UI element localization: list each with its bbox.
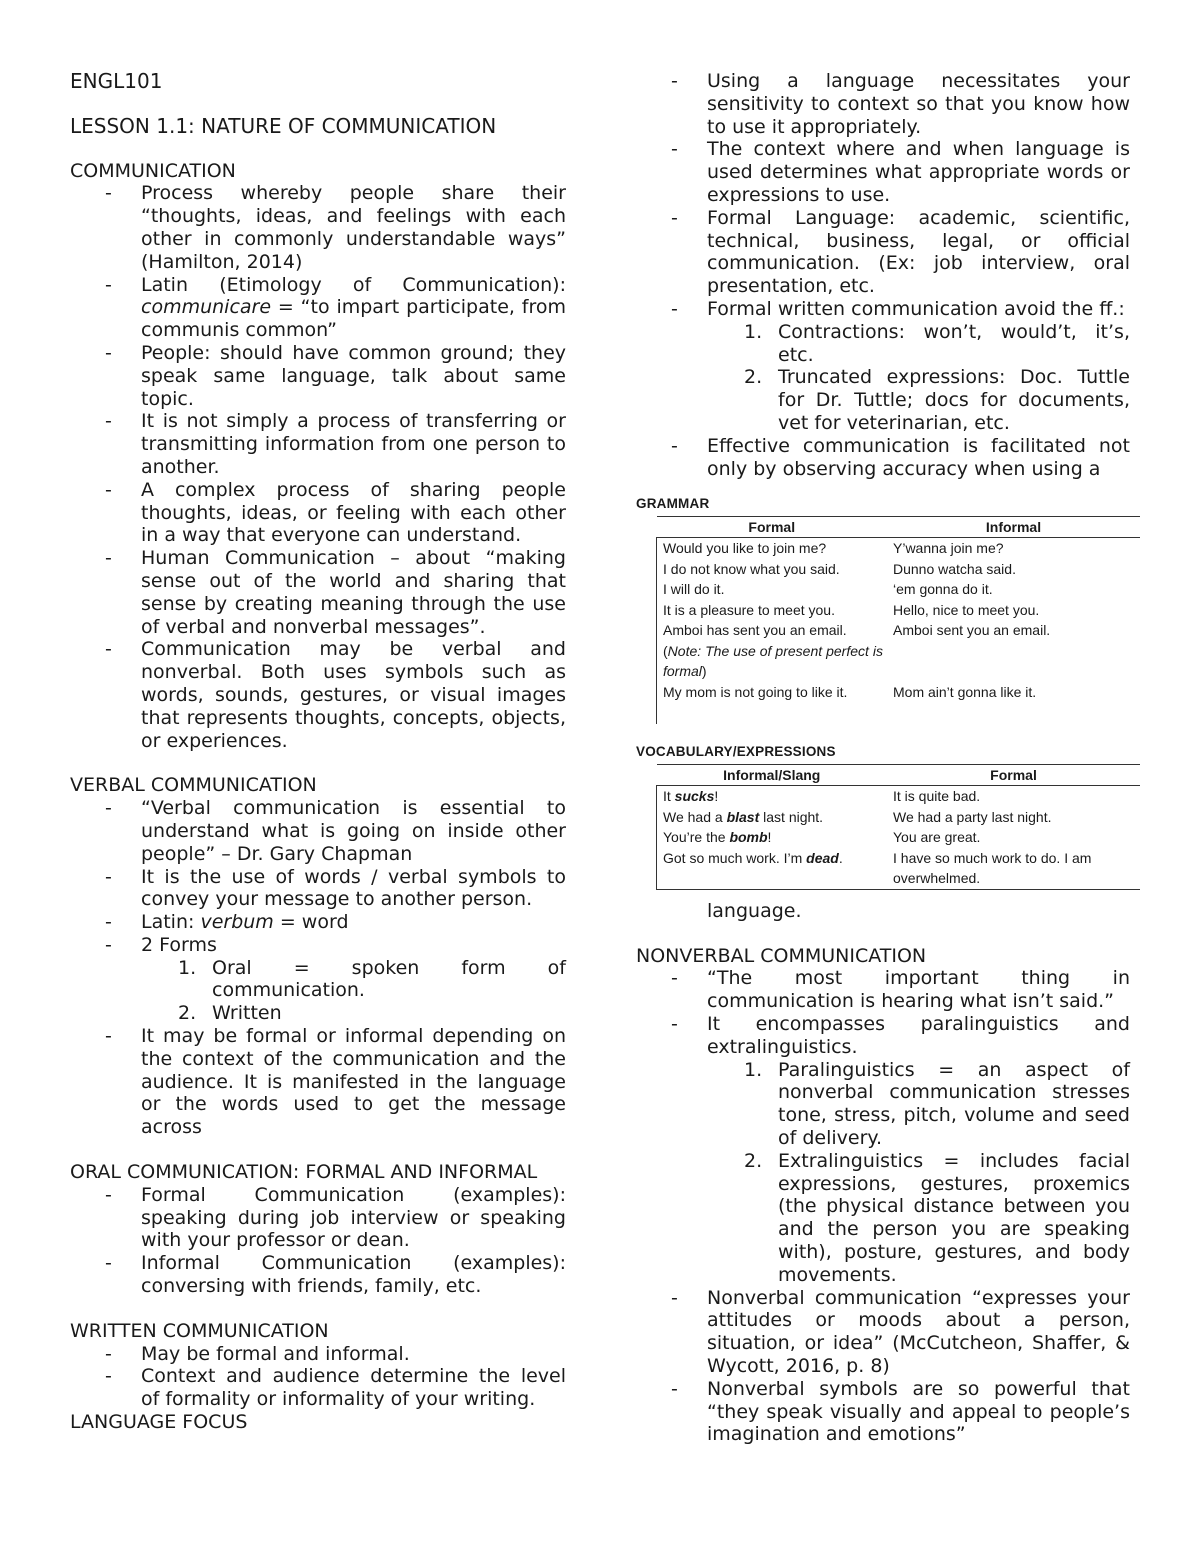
text-post: ! (714, 788, 719, 805)
table-cell (657, 702, 888, 724)
column-header: Formal (657, 516, 888, 538)
text-pre: You’re the (663, 829, 730, 846)
table-row (657, 682, 1141, 703)
table-row (657, 641, 1141, 682)
item-text: Written (212, 1002, 282, 1025)
table-row (657, 827, 1141, 848)
list-item: - “Verbal communication is essential to understand what is going on inside other people” – Dr. Gary Chapman (70, 797, 566, 865)
section-heading-nonverbal: NONVERBAL COMMUNICATION (636, 944, 927, 967)
spacer (70, 93, 566, 115)
forms-label: 2 Forms (141, 933, 217, 956)
table-cell (657, 641, 888, 682)
table-cell (657, 786, 888, 807)
vocab-table-block (636, 742, 1130, 890)
item-text: Formal written communication avoid the ff.: (707, 297, 1125, 320)
communication-list (70, 182, 566, 752)
numbered-item (707, 1150, 1130, 1287)
list-item: - Informal Communication (examples): conversing with friends, family, etc. (70, 1252, 566, 1298)
latin-suffix: = “to impart participate, from communis common” (141, 296, 566, 342)
table-cell: Amboi sent you an email. (893, 622, 1051, 639)
item-text: Paralinguistics = an aspect of nonverbal communication stresses tone, stress, pitch, volume and seed of delivery. (778, 1058, 1130, 1150)
slang-word: blast (726, 808, 760, 825)
column-header: Informal (887, 516, 1140, 538)
list-item: - It is the use of words / verbal symbols to convey your message to another person. (70, 866, 566, 912)
item-number: 1. (744, 320, 763, 343)
spacer (70, 752, 566, 774)
table-cell (887, 702, 1140, 724)
written-list (70, 1343, 566, 1411)
list-item: - Process whereby people share their “thoughts, ideas, and feelings with each other in commonly understandable ways” (Hamilton, 2014) (70, 182, 566, 273)
list-item: - Context and audience determine the level of formality or informality of your writing. (70, 1365, 566, 1411)
item-number: 2. (178, 1002, 197, 1025)
table-cell: Y’wanna join me? (893, 540, 1004, 557)
language-focus-list (636, 70, 1130, 480)
slang-word: sucks (674, 788, 715, 805)
table-row (657, 848, 1141, 890)
table-cell: Hello, nice to meet you. (893, 601, 1040, 618)
list-item: - Nonverbal communication “expresses your attitudes or moods about a person, situation, or idea” (McCutcheon, Shaffer, & Wycott, 2016, p. 8) (636, 1287, 1130, 1378)
table-row (657, 786, 1141, 807)
numbered-item (707, 1059, 1130, 1150)
text-post: last night. (759, 808, 824, 825)
numbered-item (707, 321, 1130, 367)
table-header-row (657, 764, 1141, 786)
table-header-row (657, 516, 1141, 538)
section-heading-verbal: VERBAL COMMUNICATION (70, 774, 317, 797)
numbered-item (707, 366, 1130, 434)
list-item: - Formal Language: academic, scientific, technical, business, legal, or official communication. (Ex: job interview, oral presentation, etc. (636, 207, 1130, 298)
grammar-table (656, 516, 1140, 725)
left-column (70, 70, 566, 1434)
item-number: 1. (178, 956, 197, 979)
verbal-list (70, 797, 566, 1139)
right-column (636, 70, 1130, 1446)
list-item: - Effective communication is facilitated not only by observing accuracy when using a (636, 435, 1130, 481)
item-number: 2. (744, 366, 763, 389)
table-cell: Would you like to join me? (657, 538, 888, 559)
slang-word: bomb (729, 829, 768, 846)
list-item: - It is not simply a process of transferring or transmitting information from one person to another. (70, 410, 566, 478)
vocab-table (656, 764, 1140, 890)
table-cell (887, 641, 1140, 682)
list-item: - Communication may be verbal and nonverbal. Both uses symbols such as words, sounds, gestures, or visual images that represents thoughts, concepts, objects, or experiences. (70, 638, 566, 752)
table-cell: We had a party last night. (893, 808, 1052, 825)
language-continuation: language. (707, 899, 802, 922)
grammar-table-block (636, 494, 1130, 724)
table-cell: It is quite bad. (893, 788, 981, 805)
nonverbal-list (636, 967, 1130, 1446)
table-row (657, 807, 1141, 828)
table-cell: I do not know what you said. (657, 559, 888, 580)
forms-list (141, 957, 566, 1025)
item-text: Extralinguistics = includes facial expressions, gestures, proxemics (the physical distance between you and the person you are speaking with), posture, gestures, and body movements. (778, 1149, 1130, 1286)
lesson-title: LESSON 1.1: NATURE OF COMMUNICATION (70, 113, 497, 138)
table-cell (657, 848, 888, 890)
list-item: - The context where and when language is used determines what appropriate words or expressions to use. (636, 138, 1130, 206)
table-cell: Amboi has sent you an email. (657, 620, 888, 641)
column-header: Informal/Slang (657, 764, 888, 786)
oral-list (70, 1184, 566, 1298)
latin-term: verbum (200, 911, 274, 934)
vocab-label: VOCABULARY/EXPRESSIONS (636, 744, 836, 760)
table-cell: It is a pleasure to meet you. (657, 600, 888, 621)
table-cell: I have so much work to do. I am overwhelmed. (887, 848, 1140, 890)
text-pre: We had a (663, 808, 727, 825)
spacer (70, 1139, 566, 1161)
item-text: Truncated expressions: Doc. Tuttle for Dr. Tuttle; docs for documents, vet for veterinarian, etc. (778, 366, 1130, 434)
numbered-item (141, 957, 566, 1003)
item-number: 1. (744, 1058, 763, 1081)
table-cell: Mom ain’t gonna like it. (893, 683, 1037, 700)
item-number: 2. (744, 1149, 763, 1172)
table-cell: My mom is not going to like it. (657, 682, 888, 703)
table-cell (657, 827, 888, 848)
text-pre: Got so much work. I’m (663, 849, 807, 866)
list-item: - People: should have common ground; they speak same language, talk about same topic. (70, 342, 566, 410)
table-row (657, 538, 1141, 559)
list-item: - “The most important thing in communication is hearing what isn’t said.” (636, 967, 1130, 1013)
section-heading-communication: COMMUNICATION (70, 159, 236, 182)
list-item (636, 298, 1130, 435)
list-item: - Human Communication – about “making sense out of the world and sharing that sense by creating meaning through the use of verbal and nonverbal messages”. (70, 547, 566, 638)
column-header: Formal (887, 764, 1140, 786)
latin-suffix: = word (273, 911, 349, 934)
list-item: - It may be formal or informal depending on the context of the communication and the audience. It is manifested in the language or the words used to get the message across (70, 1025, 566, 1139)
table-cell: You are great. (893, 829, 981, 846)
list-item: - May be formal and informal. (70, 1343, 566, 1366)
item-text: Contractions: won’t, would’t, it’s, etc. (778, 320, 1130, 366)
list-item (70, 274, 566, 342)
table-cell: ‘em gonna do it. (893, 581, 993, 598)
nonverbal-types-list (707, 1059, 1130, 1287)
table-row (657, 702, 1141, 724)
table-cell: Dunno watcha said. (893, 560, 1016, 577)
text-post: . (838, 849, 843, 866)
table-cell: I will do it. (657, 579, 888, 600)
grammar-label: GRAMMAR (636, 496, 710, 512)
text-pre: It (663, 788, 675, 805)
note-close: ) (701, 663, 707, 680)
section-heading-language-focus: LANGUAGE FOCUS (70, 1411, 248, 1434)
list-item (636, 1013, 1130, 1287)
item-text: Oral = spoken form of communication. (212, 956, 566, 1002)
spacer (636, 923, 1130, 945)
list-item: - A complex process of sharing people thoughts, ideas, or feeling with each other in a way that everyone can understand. (70, 479, 566, 547)
latin-term: communicare (141, 296, 272, 319)
note-open: ( (663, 642, 668, 659)
table-row (657, 600, 1141, 621)
item-text: It encompasses paralinguistics and extralinguistics. (707, 1013, 1130, 1058)
spacer (70, 1298, 566, 1320)
latin-prefix: Latin: (141, 911, 201, 934)
table-row (657, 559, 1141, 580)
text-post: ! (767, 829, 772, 846)
list-item: - Using a language necessitates your sensitivity to context so that you know how to use it appropriately. (636, 70, 1130, 138)
list-item (70, 911, 566, 934)
table-cell (657, 807, 888, 828)
list-item: - Formal Communication (examples): speaking during job interview or speaking with your professor or dean. (70, 1184, 566, 1252)
avoid-list (707, 321, 1130, 435)
slang-word: dead (806, 849, 839, 866)
course-code: ENGL101 (70, 69, 163, 93)
numbered-item (141, 1002, 566, 1025)
list-item: - Nonverbal symbols are so powerful that “they speak visually and appeal to people’s imagination and emotions” (636, 1378, 1130, 1446)
section-heading-oral: ORAL COMMUNICATION: FORMAL AND INFORMAL (70, 1161, 538, 1184)
table-row (657, 579, 1141, 600)
note-text: Note: The use of present perfect is formal (663, 642, 883, 680)
latin-prefix: Latin (Etimology of Communication): (141, 273, 566, 296)
section-heading-written: WRITTEN COMMUNICATION (70, 1319, 329, 1342)
table-row (657, 620, 1141, 641)
list-item (70, 934, 566, 1025)
spacer (70, 138, 566, 160)
